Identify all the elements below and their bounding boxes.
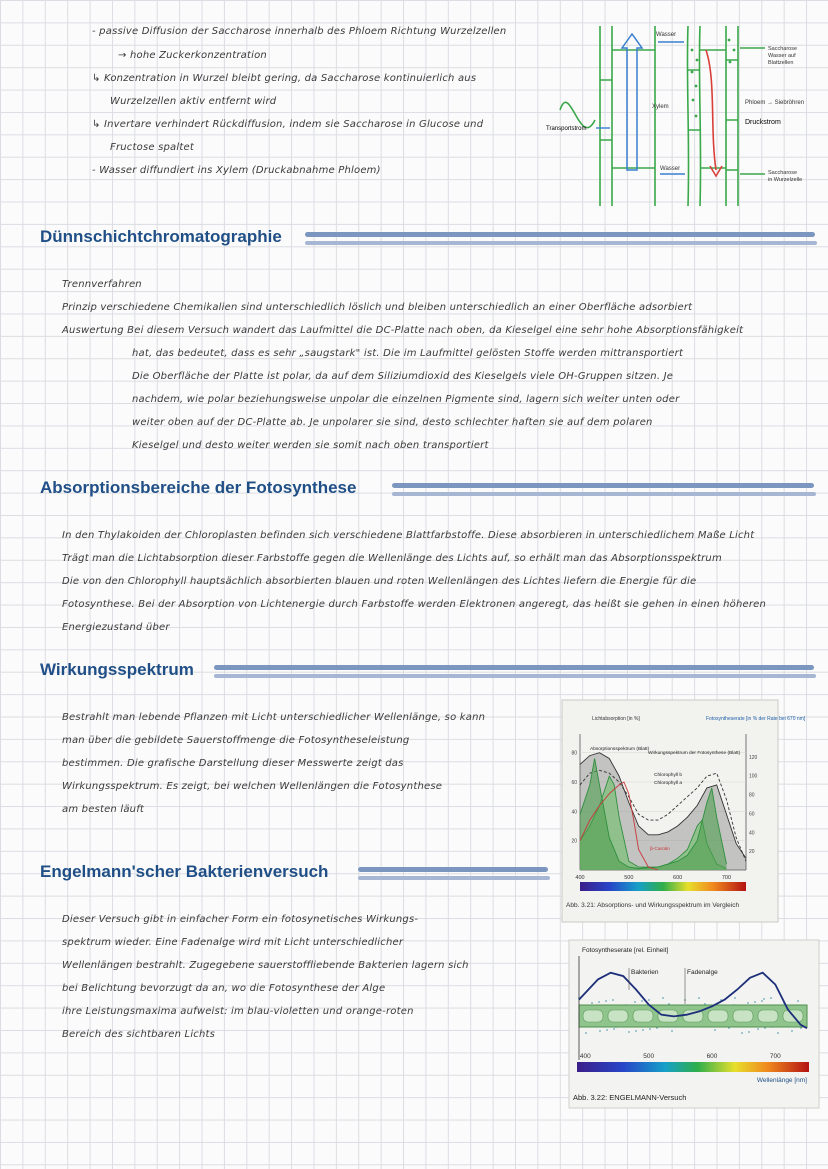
y2-tick-label: 20: [749, 849, 755, 856]
heading-underline: [214, 665, 814, 670]
heading-underline: [305, 232, 815, 237]
heading-underline: [392, 492, 816, 496]
plant-cell-outlines: [560, 26, 738, 206]
note-line: Wurzelzellen aktiv entfernt wird: [110, 96, 277, 107]
y-tick-label: 80: [571, 750, 577, 757]
bacterium-dot: [591, 1002, 593, 1004]
y2-tick-label: 100: [749, 773, 758, 780]
label-wasser-top: Wasser: [656, 32, 677, 38]
x-tick-label: 700: [721, 875, 732, 881]
heading-underline: [358, 867, 548, 872]
bacterium-dot: [770, 997, 772, 999]
bacterium-dot: [649, 1028, 651, 1030]
bacterium-dot: [648, 999, 650, 1001]
absorption-line: Energiezustand über: [62, 622, 170, 633]
engelmann-line: Bereich des sichtbaren Lichts: [62, 1029, 216, 1040]
x-tick-label: 400: [575, 875, 585, 881]
phloem-transport-diagram: [540, 20, 820, 210]
series-label: Chlorophyll b: [654, 773, 682, 778]
label-phloem-siebrohren: Phloem → Siebröhren: [745, 100, 805, 106]
bacterium-dot: [635, 1030, 637, 1032]
note-line: - passive Diffusion der Saccharose innerhalb des Phloem Richtung Wurzelzellen: [92, 26, 507, 37]
heading-underline: [305, 241, 817, 245]
engelmann-line: ihre Leistungsmaxima aufweist: im blau-violetten und orange-roten: [62, 1006, 414, 1017]
figure-caption: Abb. 3.21: Absorptions- und Wirkungsspektrum im Vergleich: [566, 902, 740, 909]
label-wurzelzelle: in Wurzelzelle: [768, 177, 803, 183]
engelmann-line: Wellenlängen bestrahlt. Zugegebene sauerstoffliebende Bakterien lagern sich: [62, 960, 469, 971]
series-label: Wirkungsspektrum der Fotosynthese (Blatt): [648, 751, 741, 756]
spectrum-bar: [577, 1062, 809, 1072]
wirkung-line: man über die gebildete Sauerstoffmenge die Fotosyntheseleistung: [62, 735, 410, 746]
bacterium-dot: [791, 1030, 793, 1032]
fadenalge: [579, 1005, 807, 1027]
wirkung-line: Bestrahlt man lebende Pflanzen mit Licht unterschiedlicher Wellenlänge, so kann: [62, 712, 486, 723]
transport-arrows: [596, 34, 765, 176]
algae-cell: [608, 1010, 628, 1022]
bacterium-dot: [613, 1028, 615, 1030]
annotation-label: Fadenalge: [687, 969, 718, 976]
label-druckstrom: Druckstrom: [745, 119, 781, 126]
wirkung-line: am besten läuft: [62, 804, 145, 815]
bacterium-dot: [797, 1000, 799, 1002]
bacterium-dot: [747, 1002, 749, 1004]
absorption-line: Trägt man die Lichtabsorption dieser Farbstoffe gegen die Wellenlänge des Lichts auf, so erhält man das Absorptionsspektrum: [62, 553, 722, 564]
label-saccharose-bottom: Saccharose: [768, 170, 798, 176]
annotation-label: Bakterien: [631, 969, 659, 976]
engelmann-line: bei Belichtung bevorzugt da an, wo die Fotosynthese der Alge: [62, 983, 386, 994]
series-label: β-Carotin: [650, 847, 670, 852]
bacterium-dot: [763, 998, 765, 1000]
bacterium-dot: [642, 1029, 644, 1031]
y2-tick-label: 40: [749, 830, 755, 837]
bacterium-dot: [662, 997, 664, 999]
dc-line: Trennverfahren: [62, 279, 142, 290]
y2-tick-label: 120: [749, 754, 758, 761]
bacterium-dot: [605, 1000, 607, 1002]
y2-tick-label: 60: [749, 811, 755, 818]
spectrum-bar: [580, 882, 746, 891]
bacterium-dot: [612, 999, 614, 1001]
x-tick-label: 600: [673, 875, 683, 881]
dc-line: Kieselgel und desto weiter werden sie somit nach oben transportiert: [132, 440, 489, 451]
dc-line: Auswertung Bei diesem Versuch wandert das Laufmittel die DC-Platte nach oben, da Kieselgel eine sehr hohe Absorptionsfähigkeit: [62, 325, 744, 336]
y-tick-label: 40: [571, 809, 577, 816]
heading-underline: [214, 674, 816, 678]
y-axis-title: Fotosyntheserate [rel. Einheit]: [582, 947, 669, 954]
label-xylem: Xylem: [652, 104, 669, 110]
absorption-line: Die von den Chlorophyll hauptsächlich absorbierten blauen und roten Wellenlängen des Lichtes liefern die Energie für die: [62, 576, 697, 587]
dc-line: Die Oberfläche der Platte ist polar, da auf dem Siliziumdioxid des Kieselgels viele OH-Gruppen sitzen. Je: [132, 371, 674, 382]
y2-axis-title: Fotosyntheserate [in % der Rate bei 670 nm]: [706, 716, 806, 722]
algae-cell: [633, 1010, 653, 1022]
algae-cell: [758, 1010, 778, 1022]
bacterium-dot: [628, 1031, 630, 1033]
algae-cell: [733, 1010, 753, 1022]
series-label: Chlorophyll a: [654, 781, 682, 786]
bacterium-dot: [634, 1001, 636, 1003]
bacterium-dot: [671, 1030, 673, 1032]
bacterium-dot: [754, 1001, 756, 1003]
bacterium-dot: [761, 1000, 763, 1002]
heading-underline: [392, 483, 814, 488]
note-line: - Wasser diffundiert ins Xylem (Druckabnahme Phloem): [92, 165, 381, 176]
x-tick-label: 400: [579, 1053, 591, 1060]
bacterium-dot: [641, 1000, 643, 1002]
bacterium-dot: [734, 997, 736, 999]
y-tick-label: 20: [571, 838, 577, 845]
bacterium-dot: [748, 1031, 750, 1033]
bacterium-dot: [757, 1028, 759, 1030]
section-heading-dc: Dünnschichtchromatographie: [40, 227, 282, 246]
note-line: Fructose spaltet: [110, 142, 194, 153]
absorption-action-spectrum-chart: [562, 700, 806, 922]
wirkung-line: bestimmen. Die grafische Darstellung dieser Messwerte zeigt das: [62, 758, 404, 769]
bacterium-dot: [598, 1001, 600, 1003]
y-axis-title: Lichtabsorption [in %]: [592, 716, 640, 722]
heading-underline: [358, 876, 550, 880]
note-line: → hohe Zuckerkonzentration: [118, 50, 267, 61]
engelmann-line: spektrum wieder. Eine Fadenalge wird mit Licht unterschiedlicher: [62, 937, 404, 948]
algae-cell: [583, 1010, 603, 1022]
section-heading-wirkung: Wirkungsspektrum: [40, 660, 194, 679]
x-tick-label: 600: [706, 1053, 718, 1060]
label-saccharose-top: Saccharose: [768, 46, 798, 52]
bacterium-dot: [599, 1030, 601, 1032]
bacterium-dot: [714, 1029, 716, 1031]
note-line: ↳ Invertare verhindert Rückdiffusion, indem sie Saccharose in Glucose und: [92, 119, 484, 130]
x-axis-title: Wellenlänge [nm]: [756, 1077, 807, 1084]
label-wasser-bottom: Wasser: [660, 166, 681, 172]
x-tick-label: 500: [624, 875, 634, 881]
label-transportstrom: Transportstrom: [546, 126, 587, 132]
label-blattzellen: Blattzellen: [768, 60, 794, 66]
figure-caption: Abb. 3.22: ENGELMANN-Versuch: [573, 1093, 687, 1102]
x-tick-label: 500: [643, 1053, 655, 1060]
bacterium-dot: [777, 1032, 779, 1034]
bacterium-dot: [606, 1029, 608, 1031]
engelmann-line: Dieser Versuch gibt in einfacher Form ein fotosynetisches Wirkungs-: [62, 914, 419, 925]
dc-line: nachdem, wie polar beziehungsweise unpolar die einzelnen Pigmente sind, lagern sich weiter unten oder: [132, 394, 680, 405]
dc-line: Prinzip verschiedene Chemikalien sind unterschiedlich löslich und bleiben unterschiedlich an einer Oberfläche adsorbiert: [62, 302, 693, 313]
algae-cell: [708, 1010, 728, 1022]
bacterium-dot: [585, 1032, 587, 1034]
absorption-line: In den Thylakoiden der Chloroplasten befinden sich verschiedene Blattfarbstoffe. Diese absorbieren in unterschiedlichem Maße Licht: [62, 530, 755, 541]
x-tick-label: 700: [769, 1053, 781, 1060]
y2-tick-label: 80: [749, 792, 755, 799]
dc-line: weiter oben auf der DC-Platte ab. Je unpolarer sie sind, desto schlechter haften sie auf dem polaren: [132, 417, 653, 428]
dc-line: hat, das bedeutet, dass es sehr „saugstark" ist. Die im Laufmittel gelösten Stoffe werden mittransportiert: [132, 348, 684, 359]
bacterium-dot: [698, 997, 700, 999]
note-line: ↳ Konzentration in Wurzel bleibt gering, da Saccharose kontinuierlich aus: [92, 73, 477, 84]
druckstrom-arrow: [706, 50, 716, 170]
section-heading-absorption: Absorptionsbereiche der Fotosynthese: [40, 478, 357, 497]
label-wasser-auf: Wasser auf: [768, 53, 796, 59]
series-label: Absorptionsspektrum (Blatt): [590, 747, 650, 752]
xylem-arrow: [622, 34, 642, 170]
absorption-line: Fotosynthese. Bei der Absorption von Lichtenergie durch Farbstoffe werden Elektronen angeregt, das heißt sie gehen in einen höheren: [62, 599, 767, 610]
wirkung-line: Wirkungsspektrum. Es zeigt, bei welchen Wellenlängen die Fotosynthese: [62, 781, 443, 792]
y-tick-label: 60: [571, 780, 577, 786]
bacterium-dot: [741, 1032, 743, 1034]
engelmann-experiment-chart: [569, 940, 819, 1108]
section-heading-engelmann: Engelmann'scher Bakterienversuch: [40, 862, 329, 881]
